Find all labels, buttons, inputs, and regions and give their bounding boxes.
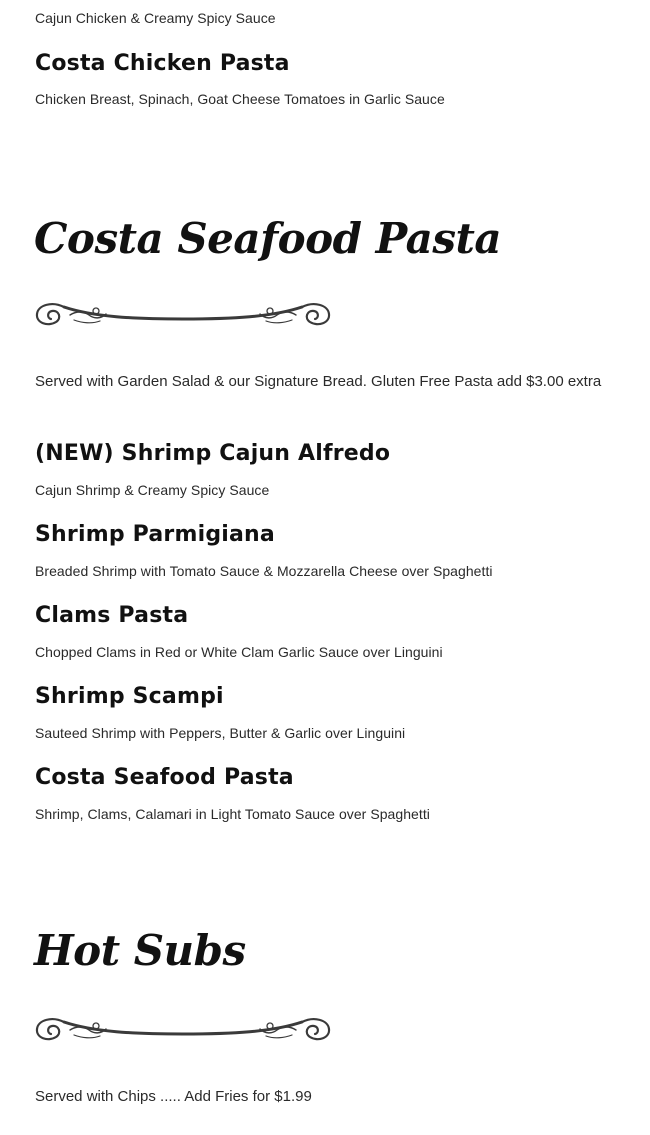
menu-item-description: Shrimp, Clams, Calamari in Light Tomato Sauce over Spaghetti [35, 806, 430, 822]
ornamental-divider-icon [34, 1012, 332, 1044]
section-title-seafood-pasta: Costa Seafood Pasta [34, 214, 502, 263]
menu-item-description: Breaded Shrimp with Tomato Sauce & Mozzarella Cheese over Spaghetti [35, 563, 493, 579]
menu-item-name: Shrimp Parmigiana [35, 522, 275, 547]
menu-item-name: (NEW) Shrimp Cajun Alfredo [35, 441, 391, 466]
section-title-hot-subs: Hot Subs [34, 926, 246, 975]
menu-item-description: Cajun Chicken & Creamy Spicy Sauce [35, 10, 276, 26]
section-note-seafood: Served with Garden Salad & our Signature Bread. Gluten Free Pasta add $3.00 extra [35, 373, 602, 390]
menu-item-name: Clams Pasta [35, 603, 189, 628]
menu-item-description: Chopped Clams in Red or White Clam Garlic Sauce over Linguini [35, 644, 443, 660]
menu-item-description: Chicken Breast, Spinach, Goat Cheese Tomatoes in Garlic Sauce [35, 91, 445, 107]
menu-item-name: Costa Chicken Pasta [35, 51, 290, 76]
menu-item-description: Cajun Shrimp & Creamy Spicy Sauce [35, 482, 270, 498]
menu-item-name: Shrimp Scampi [35, 684, 224, 709]
ornamental-divider-icon [34, 297, 332, 329]
section-note-hot-subs: Served with Chips ..... Add Fries for $1.99 [35, 1088, 312, 1105]
menu-item-name: Costa Seafood Pasta [35, 765, 294, 790]
menu-item-description: Sauteed Shrimp with Peppers, Butter & Garlic over Linguini [35, 725, 406, 741]
